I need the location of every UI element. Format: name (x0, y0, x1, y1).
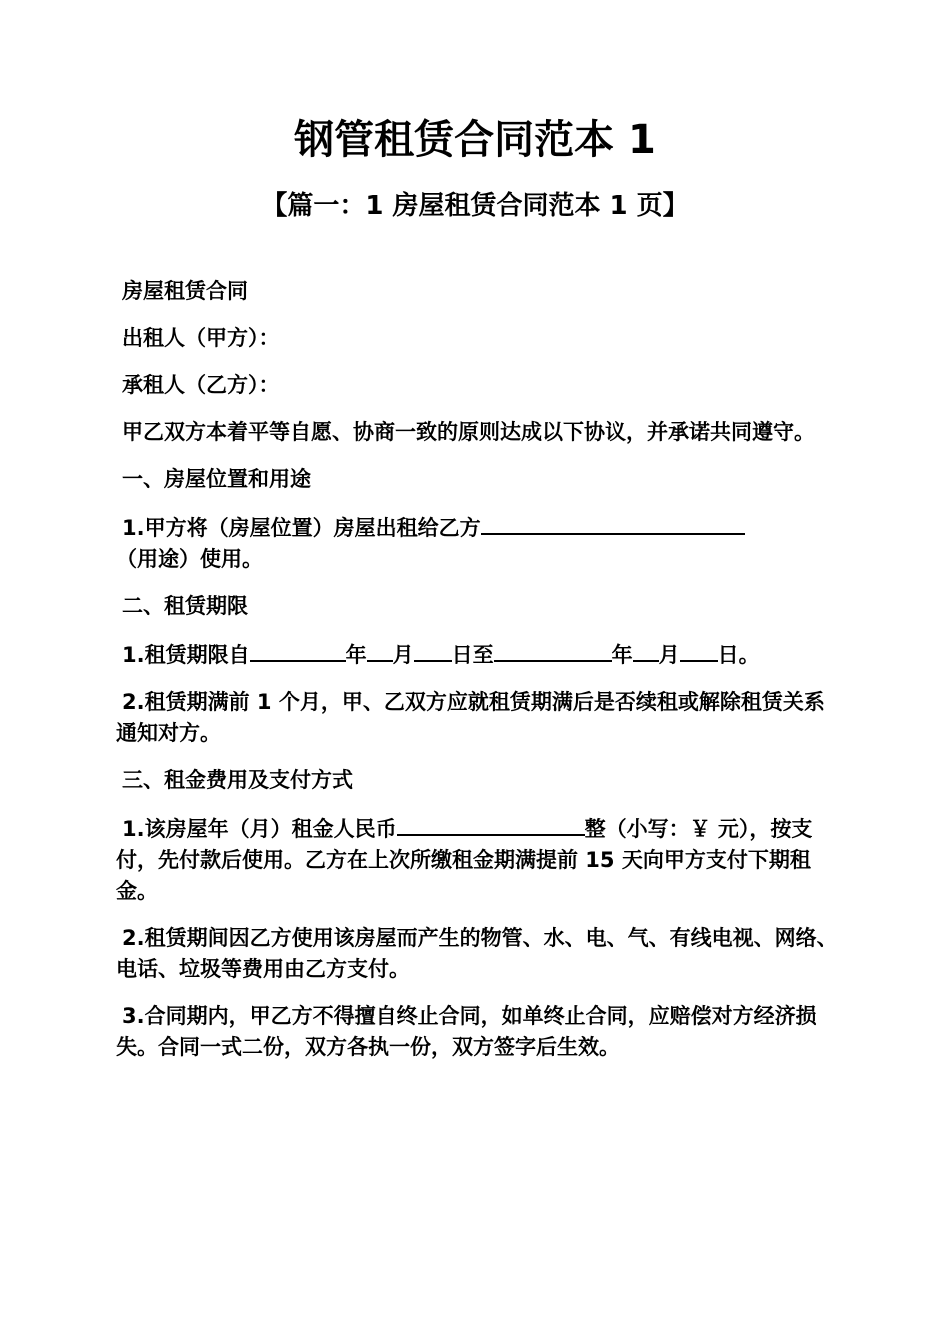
lessee-label: 承租人（乙方）： (122, 373, 280, 397)
term-from-label: 1.租赁期限自 (122, 643, 250, 667)
rent-amount-label: 1.该房屋年（月）租金人民币 (122, 817, 397, 841)
start-day-blank (414, 638, 452, 662)
section-1-item-1-usage: （用途）使用。 (116, 547, 263, 571)
section-3-item-1 (116, 812, 838, 907)
section-3-title: 三、租金费用及支付方式 (122, 768, 353, 792)
rent-payment-text: 整（小写：￥ 元），按支付，先付款后使用。乙方在上次所缴租金期满提前 15 天向甲方支付下期租金。 (116, 817, 813, 903)
section-3-item-2: 2.租赁期间因乙方使用该房屋而产生的物管、水、电、气、有线电视、网络、电话、垃圾等费用由乙方支付。 (116, 926, 838, 981)
start-year-label: 年 (345, 643, 367, 667)
document-subtitle: 【篇一：1 房屋租赁合同范本 1 页】 (261, 191, 689, 221)
start-day-label: 日至 (451, 643, 494, 667)
document-body (116, 276, 838, 1079)
lessor-label: 出租人（甲方）： (122, 326, 280, 350)
section-1-title: 一、房屋位置和用途 (122, 467, 311, 491)
rent-amount-blank (397, 812, 585, 836)
document-title: 钢管租赁合同范本 1 (294, 117, 656, 163)
start-year-blank (250, 638, 346, 662)
end-year-label: 年 (611, 643, 633, 667)
end-year-blank (494, 638, 612, 662)
end-month-label: 月 (658, 643, 680, 667)
end-month-blank (633, 638, 659, 662)
end-day-label: 日。 (717, 643, 760, 667)
start-month-label: 月 (392, 643, 414, 667)
section-2-item-2: 2.租赁期满前 1 个月，甲、乙双方应就租赁期满后是否续租或解除租赁关系通知对方。 (116, 690, 825, 745)
contract-heading: 房屋租赁合同 (122, 279, 248, 303)
section-1-item-1 (116, 511, 838, 575)
end-day-blank (680, 638, 718, 662)
preamble-paragraph: 甲乙双方本着平等自愿、协商一致的原则达成以下协议，并承诺共同遵守。 (122, 420, 815, 444)
section-2-item-1 (116, 638, 838, 671)
usage-blank (481, 511, 745, 535)
section-2-title: 二、租赁期限 (122, 594, 248, 618)
start-month-blank (367, 638, 393, 662)
section-3-item-3: 3.合同期内，甲乙方不得擅自终止合同，如单终止合同，应赔偿对方经济损失。合同一式二份，双方各执一份，双方签字后生效。 (116, 1004, 817, 1059)
section-1-item-1-text: 1.甲方将（房屋位置）房屋出租给乙方 (122, 516, 481, 540)
